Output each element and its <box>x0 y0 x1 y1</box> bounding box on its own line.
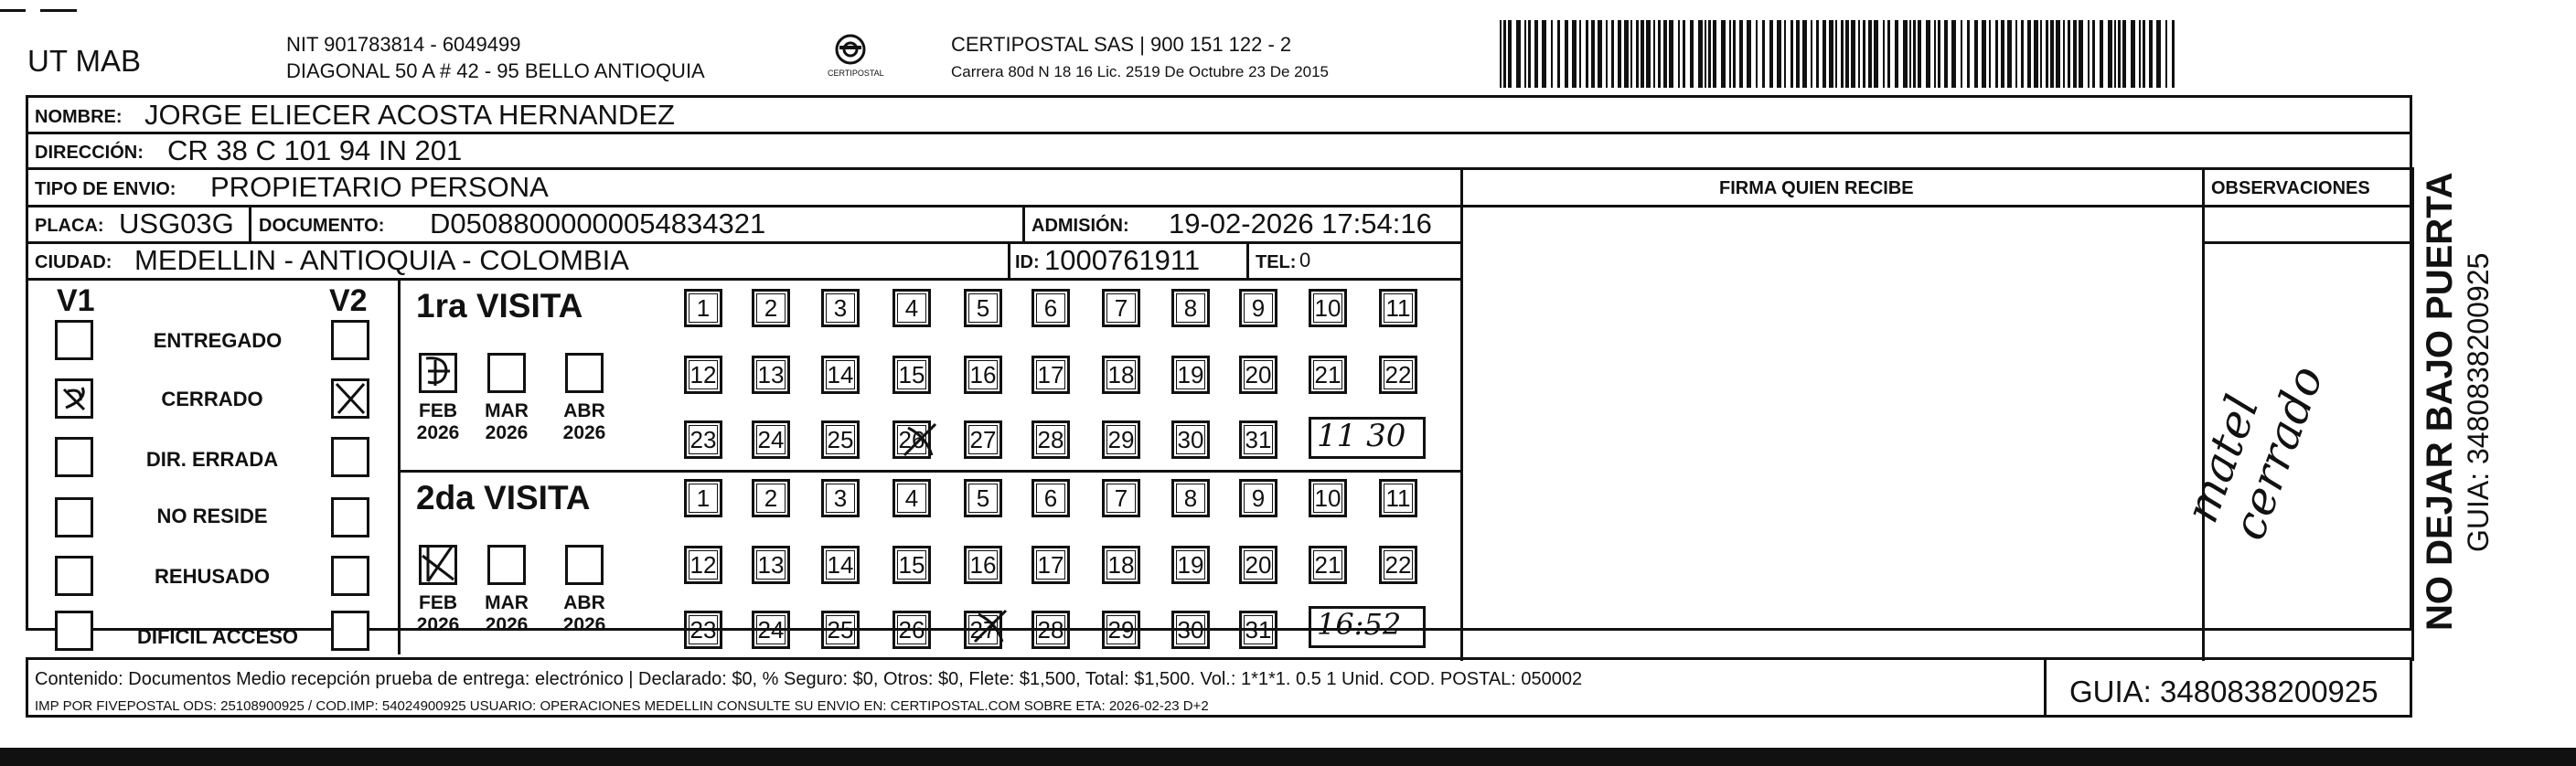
barcode <box>1500 20 2181 88</box>
v2-dificil-acceso-checkbox[interactable] <box>331 611 369 651</box>
first-visit-day-24[interactable]: 24 <box>752 420 790 459</box>
corner-mark <box>0 9 26 12</box>
first-visit-day-10[interactable]: 10 <box>1309 289 1347 327</box>
second-visit-day-16[interactable]: 16 <box>964 546 1002 584</box>
rule <box>1022 205 1025 243</box>
first-visit-day-check-mark <box>899 419 941 463</box>
first-visit-day-25[interactable]: 25 <box>821 420 860 459</box>
nombre-label: NOMBRE: <box>35 107 123 127</box>
carrier-name: CERTIPOSTAL SAS | 900 151 122 - 2 <box>951 33 1292 56</box>
firma-header: FIRMA QUIEN RECIBE <box>1719 178 1914 198</box>
first-visit-day-2[interactable]: 2 <box>752 289 790 327</box>
v2-no-reside-checkbox[interactable] <box>331 497 369 537</box>
first-visit-day-15[interactable]: 15 <box>893 356 931 394</box>
second-visit-day-26[interactable]: 26 <box>893 611 931 649</box>
direccion-label: DIRECCIÓN: <box>35 143 144 163</box>
tipo-envio-label: TIPO DE ENVIO: <box>35 179 176 199</box>
second-visit-day-check-mark <box>969 605 1011 649</box>
rule <box>1246 241 1249 280</box>
first-visit-day-7[interactable]: 7 <box>1102 289 1140 327</box>
second-visit-day-5[interactable]: 5 <box>964 479 1002 517</box>
v1-no-reside-checkbox[interactable] <box>55 497 93 537</box>
footer-content-line: Contenido: Documentos Medio recepción prueba de entrega: electrónico | Declarado: $0, % Seguro: $0, Otros: $0, Flete: $1,500, Total: $1,500. Vol.: 1*1*1. 0.5 1 Unid. COD. POSTAL: 050002 <box>35 669 1583 689</box>
first-visit-day-11[interactable]: 11 <box>1379 289 1417 327</box>
rule <box>1008 241 1010 280</box>
second-visit-day-24[interactable]: 24 <box>752 611 790 649</box>
observaciones-header: OBSERVACIONES <box>2211 178 2370 198</box>
second-visit-time: 16:52 <box>1317 607 1402 642</box>
first-visit-day-13[interactable]: 13 <box>752 356 790 394</box>
first-visit-abr-checkbox[interactable] <box>565 353 604 393</box>
carrier-address: Carrera 80d N 18 16 Lic. 2519 De Octubre 23 De 2015 <box>951 63 1329 80</box>
status-rehusado: REHUSADO <box>155 565 270 588</box>
first-visit-day-28[interactable]: 28 <box>1031 420 1070 459</box>
first-visit-day-17[interactable]: 17 <box>1031 356 1070 394</box>
second-visit-day-13[interactable]: 13 <box>752 546 790 584</box>
first-visit-day-19[interactable]: 19 <box>1171 356 1210 394</box>
rule <box>2202 241 2412 244</box>
status-cerrado: CERRADO <box>161 388 263 410</box>
ciudad-value: MEDELLIN - ANTIOQUIA - COLOMBIA <box>134 244 629 276</box>
carrier-logo-text: CERTIPOSTAL <box>828 69 884 78</box>
second-visit-month-feb: FEB 2026 <box>416 592 460 636</box>
sender-nit: NIT 901783814 - 6049499 <box>286 33 521 56</box>
second-visit-month-mar: MAR 2026 <box>485 592 529 636</box>
status-dir-errada: DIR. ERRADA <box>145 448 279 471</box>
first-visit-day-22[interactable]: 22 <box>1379 356 1417 394</box>
ciudad-label: CIUDAD: <box>35 252 112 272</box>
first-visit-mar-checkbox[interactable] <box>487 353 526 393</box>
second-visit-day-28[interactable]: 28 <box>1031 611 1070 649</box>
corner-mark <box>40 9 77 12</box>
rule <box>398 278 401 654</box>
v2-cerrado-check-mark <box>331 378 369 419</box>
rule <box>249 205 251 243</box>
first-visit-day-23[interactable]: 23 <box>684 420 722 459</box>
id-value: 1000761911 <box>1044 244 1201 276</box>
first-visit-time: 11 30 <box>1317 418 1406 454</box>
second-visit-day-4[interactable]: 4 <box>893 479 931 517</box>
first-visit-day-29[interactable]: 29 <box>1102 420 1140 459</box>
second-visit-day-22[interactable]: 22 <box>1379 546 1417 584</box>
v1-dificil-acceso-checkbox[interactable] <box>55 611 93 651</box>
second-visit-day-18[interactable]: 18 <box>1102 546 1140 584</box>
v2-dir-errada-checkbox[interactable] <box>331 437 369 477</box>
second-visit-day-21[interactable]: 21 <box>1309 546 1347 584</box>
first-visit-month-mar: MAR 2026 <box>485 400 529 444</box>
first-visit-month-abr: ABR 2026 <box>562 400 606 444</box>
rule <box>2411 167 2414 661</box>
v1-cerrado-check-mark <box>55 378 93 419</box>
placa-value: USG03G <box>119 207 234 239</box>
second-visit-day-27[interactable]: 27 <box>964 611 1002 649</box>
footer-print-line: IMP POR FIVEPOSTAL ODS: 25108900925 / COD.IMP: 54024900925 USUARIO: OPERACIONES MEDELLIN CONSULTE SU ENVIO EN: CERTIPOSTAL.COM SOBRE ETA: 2026-02-23 D+2 <box>35 698 1209 714</box>
second-visit-day-10[interactable]: 10 <box>1309 479 1347 517</box>
documento-value: D05088000000054834321 <box>430 207 766 239</box>
side-guia: GUIA: 3480838200925 <box>2462 252 2495 552</box>
first-visit-month-feb: FEB 2026 <box>416 400 460 444</box>
first-visit-day-18[interactable]: 18 <box>1102 356 1140 394</box>
tel-value: 0 <box>1299 249 1311 271</box>
v1-entregado-checkbox[interactable] <box>55 320 93 360</box>
direccion-value: CR 38 C 101 94 IN 201 <box>167 134 463 166</box>
tipo-envio-value: PROPIETARIO PERSONA <box>210 171 549 203</box>
footer-guia: GUIA: 3480838200925 <box>2069 675 2378 708</box>
second-visit-day-11[interactable]: 11 <box>1379 479 1417 517</box>
tel-label: TEL: <box>1256 252 1297 272</box>
first-visit-day-16[interactable]: 16 <box>964 356 1002 394</box>
first-visit-day-27[interactable]: 27 <box>964 420 1002 459</box>
second-visit-day-3[interactable]: 3 <box>821 479 860 517</box>
second-visit-day-31[interactable]: 31 <box>1239 611 1277 649</box>
second-visit-day-15[interactable]: 15 <box>893 546 931 584</box>
v2-entregado-checkbox[interactable] <box>331 320 369 360</box>
second-visit-day-2[interactable]: 2 <box>752 479 790 517</box>
second-visit-day-23[interactable]: 23 <box>684 611 722 649</box>
sender-address: DIAGONAL 50 A # 42 - 95 BELLO ANTIOQUIA <box>286 59 705 82</box>
first-visit-day-8[interactable]: 8 <box>1171 289 1210 327</box>
v2-rehusado-checkbox[interactable] <box>331 556 369 596</box>
first-visit-day-3[interactable]: 3 <box>821 289 860 327</box>
id-label: ID: <box>1015 252 1040 272</box>
second-visit-month-abr: ABR 2026 <box>562 592 606 636</box>
first-visit-day-26[interactable]: 26 <box>893 420 931 459</box>
rule <box>398 470 1462 473</box>
first-visit-day-6[interactable]: 6 <box>1031 289 1070 327</box>
first-visit-title: 1ra VISITA <box>416 287 583 324</box>
second-visit-day-29[interactable]: 29 <box>1102 611 1140 649</box>
v1-rehusado-checkbox[interactable] <box>55 556 93 596</box>
rule <box>26 167 2412 170</box>
second-visit-mar-checkbox[interactable] <box>487 545 526 585</box>
second-visit-day-14[interactable]: 14 <box>821 546 860 584</box>
first-visit-day-14[interactable]: 14 <box>821 356 860 394</box>
first-visit-day-21[interactable]: 21 <box>1309 356 1347 394</box>
v2-label: V2 <box>329 283 368 318</box>
no-dejar-bajo-puerta: NO DEJAR BAJO PUERTA <box>2420 172 2460 631</box>
second-visit-day-7[interactable]: 7 <box>1102 479 1140 517</box>
second-visit-feb-check-mark <box>419 539 459 585</box>
second-visit-day-9[interactable]: 9 <box>1239 479 1277 517</box>
first-visit-day-4[interactable]: 4 <box>893 289 931 327</box>
second-visit-day-17[interactable]: 17 <box>1031 546 1070 584</box>
first-visit-day-31[interactable]: 31 <box>1239 420 1277 459</box>
second-visit-day-6[interactable]: 6 <box>1031 479 1070 517</box>
handwritten-observation: matel cerrado <box>2175 358 2334 547</box>
first-visit-feb-check-mark <box>419 353 457 393</box>
footer-frame <box>26 657 2412 718</box>
v1-dir-errada-checkbox[interactable] <box>55 437 93 477</box>
nombre-value: JORGE ELIECER ACOSTA HERNANDEZ <box>144 99 675 131</box>
second-visit-day-12[interactable]: 12 <box>684 546 722 584</box>
first-visit-day-1[interactable]: 1 <box>684 289 722 327</box>
second-visit-day-19[interactable]: 19 <box>1171 546 1210 584</box>
admision-value: 19-02-2026 17:54:16 <box>1169 207 1432 239</box>
first-visit-day-20[interactable]: 20 <box>1239 356 1277 394</box>
second-visit-title: 2da VISITA <box>416 479 591 516</box>
second-visit-abr-checkbox[interactable] <box>565 545 604 585</box>
admision-label: ADMISIÓN: <box>1031 216 1129 236</box>
second-visit-day-30[interactable]: 30 <box>1171 611 1210 649</box>
second-visit-day-25[interactable]: 25 <box>821 611 860 649</box>
rule <box>2202 167 2205 661</box>
status-dificil-acceso: DIFICIL ACCESO <box>136 625 298 648</box>
status-no-reside: NO RESIDE <box>156 505 268 527</box>
first-visit-day-9[interactable]: 9 <box>1239 289 1277 327</box>
company-name: UT MAB <box>27 44 142 78</box>
v1-label: V1 <box>57 283 95 318</box>
documento-label: DOCUMENTO: <box>259 216 385 236</box>
rule <box>1460 167 1463 661</box>
second-visit-day-20[interactable]: 20 <box>1239 546 1277 584</box>
placa-label: PLACA: <box>35 216 104 236</box>
first-visit-day-5[interactable]: 5 <box>964 289 1002 327</box>
first-visit-day-30[interactable]: 30 <box>1171 420 1210 459</box>
second-visit-day-8[interactable]: 8 <box>1171 479 1210 517</box>
status-entregado: ENTREGADO <box>153 329 283 352</box>
first-visit-day-12[interactable]: 12 <box>684 356 722 394</box>
bottom-band <box>0 748 2576 766</box>
second-visit-day-1[interactable]: 1 <box>684 479 722 517</box>
